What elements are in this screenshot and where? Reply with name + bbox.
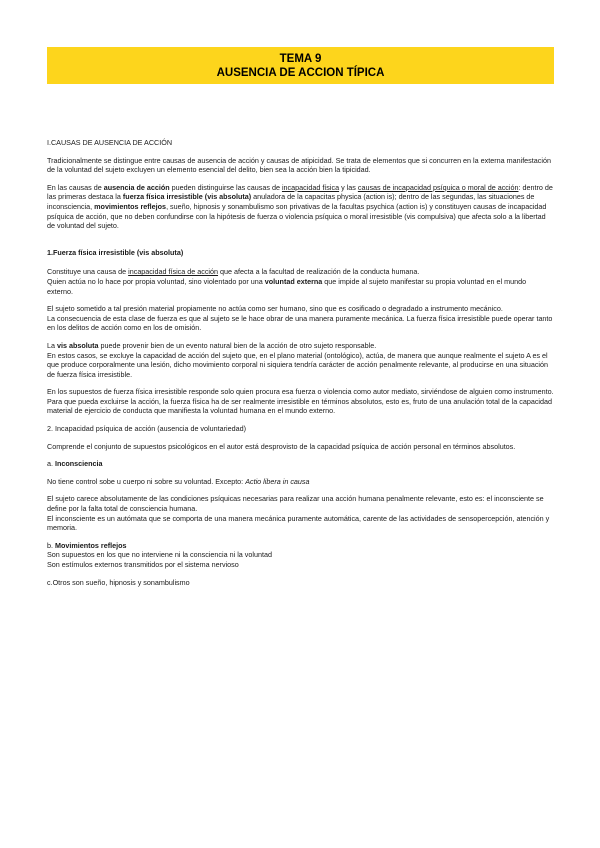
subheading-vis-absoluta: 1.Fuerza física irresistible (vis absoluta) [47, 247, 184, 257]
underlined-term: causas de incapacidad psíquica o moral de acción [357, 182, 519, 192]
topic-number: TEMA 9 [279, 52, 322, 65]
bold-term: Movimientos reflejos [55, 540, 127, 550]
paragraph-no-control [47, 477, 554, 487]
section-heading: I.CAUSAS DE AUSENCIA DE ACCIÓN [47, 138, 173, 147]
paragraph-reflex-2: Son estímulos externos transmitidos por el sistema nervioso [47, 560, 239, 569]
paragraph-consequence: La consecuencia de esta clase de fuerza es que al sujeto se le hace obrar de una manera puramente mecánica. La fuerza física irresistible puede operar tanto en los delitos de acción como en los de omisión. [47, 313, 553, 333]
paragraph-causes [47, 183, 554, 231]
paragraph-definition [47, 267, 554, 277]
text-span: : dentro de las primeras destaca la [47, 182, 553, 202]
paragraph-psychic-definition: Comprende el conjunto de supuestos psicológicos en el autor está desprovisto de la capacidad psíquica de acción personal en términos absolutos. [47, 441, 516, 451]
subheading-psychic: 2. Incapacidad psíquica de acción (ausencia de voluntariedad) [47, 424, 246, 434]
paragraph-mediate-author: En los supuestos de fuerza física irresistible responde solo quien procura esa fuerza o violencia como autor mediato, sirviéndose de alguien como instrumento. [47, 387, 554, 397]
text-span: La [47, 340, 57, 350]
text-span: que afecta a la facultad de realización de la conducta humana. [218, 267, 420, 277]
bold-term: movimientos reflejos [94, 201, 167, 211]
text-span: , sueño, hipnosis y sonambulismo son privativas de la facultas psychica (action is) y constituyen causas de incapacidad psíquica de acción, que no deben confundirse con la hipótesis de fuerza o violencia psíquica o moral irresistible (vis compulsiva) que afecta solo a la libertad de voluntad del sujeto. [47, 201, 547, 231]
italic-term: Actio libera in causa [245, 476, 310, 486]
bold-term: Inconsciencia [55, 459, 103, 469]
text-span: puede provenir bien de un evento natural bien de la acción de otro sujeto responsable. [98, 340, 377, 350]
title-banner [47, 47, 554, 84]
paragraph-instrument: El sujeto sometido a tal presión material propiamente no actúa como ser humano, sino que es cosificado o degradado a instrumento mecánico. [47, 304, 503, 314]
text-span: y las [339, 182, 358, 192]
paragraph-automaton: El inconsciente es un autómata que se comporta de una manera mecánica puramente automática, carente de las actividades de sensopercepción, atención y memoria. [47, 513, 550, 533]
text-span: a. [47, 459, 55, 469]
paragraph-unconscious-subject: El sujeto carece absolutamente de las condiciones psíquicas necesarias para realizar una acción humana penalmente relevante, esto es: el inconsciente se define por la falta total de consciencia humana. [47, 494, 544, 514]
text-span: que impide al sujeto manifestar su propia voluntad en el mundo externo. [47, 276, 527, 296]
paragraph-origin [47, 341, 554, 351]
bold-term: fuerza física irresistible (vis absoluta) [122, 192, 252, 202]
subheading-reflejos [47, 541, 554, 551]
bold-term: voluntad externa [264, 276, 323, 286]
document-body [47, 138, 554, 587]
paragraph-external-will [47, 277, 554, 296]
text-span: Quien actúa no lo hace por propia voluntad, sino violentado por una [47, 276, 265, 286]
text-span: En las causas de [47, 182, 104, 192]
text-span: pueden distinguirse las causas de [169, 182, 282, 192]
text-span: b. [47, 540, 55, 550]
underlined-term: incapacidad física de acción [128, 267, 219, 277]
text-span: Constituye una causa de [47, 267, 129, 277]
paragraph-cases: En estos casos, se excluye la capacidad de acción del sujeto que, en el plano material (ontológico), actúa, de manera que aunque realmente el sujeto A es el que produce corporalmente una lesión, dicho movimiento corporal ni siquiera tendría carácter de acción penalmente relevante, al producirse en una situación de fuerza física irresistible. [47, 350, 549, 379]
bold-term: ausencia de acción [103, 182, 170, 192]
paragraph-irresistible: Para que pueda excluirse la acción, la fuerza física ha de ser realmente irresistible en términos absolutos, esto es, fruto de una anulación total de la capacidad material de ejercicio de conducta que manifiesta la voluntad humana en el mundo externo. [47, 396, 553, 416]
text-span: anuladora de la capacitas physica (action is); dentro de las segundas, las situaciones de inconsciencia, [47, 192, 535, 211]
text-span: No tiene control sobe u cuerpo ni sobre su voluntad. Excepto: [47, 476, 246, 486]
bold-term: vis absoluta [57, 340, 99, 350]
subheading-inconsciencia [47, 459, 554, 469]
topic-title: AUSENCIA DE ACCION TÍPICA [216, 66, 385, 79]
underlined-term: incapacidad física [281, 182, 340, 192]
subheading-otros: c.Otros son sueño, hipnosis y sonambulismo [47, 577, 190, 587]
paragraph-intro: Tradicionalmente se distingue entre causas de ausencia de acción y causas de atipicidad. Se trata de elementos que si concurren en la externa manifestación de la voluntad del sujeto excluyen un elemento esencial del delito, bien sea la acción bien la tipicidad. [47, 155, 551, 175]
paragraph-reflex-1: Son supuestos en los que no interviene ni la consciencia ni la voluntad [47, 550, 272, 560]
